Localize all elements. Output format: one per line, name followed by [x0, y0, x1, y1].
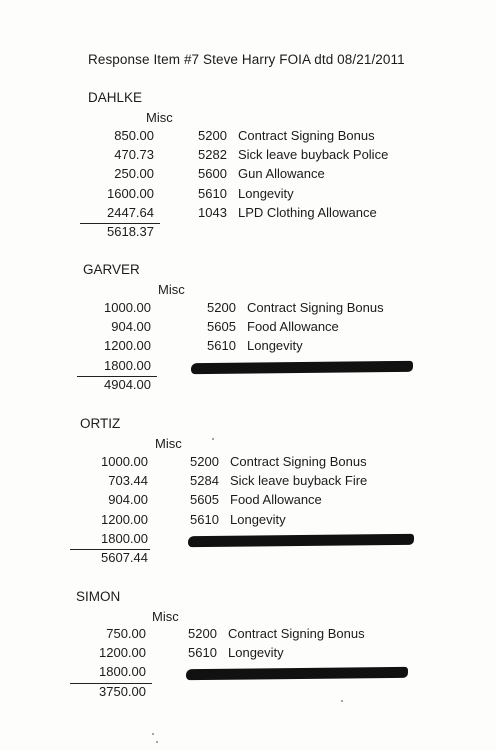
line-item-amount: 1800.00 [104, 357, 151, 373]
misc-column-header: Misc [152, 609, 179, 624]
line-item-row [88, 147, 468, 166]
line-item-row [88, 166, 468, 185]
line-item-description: Contract Signing Bonus [238, 128, 375, 143]
line-item-description: Longevity [230, 511, 286, 527]
line-item-description: LPD Clothing Allowance [238, 204, 377, 220]
line-item-row [88, 205, 468, 224]
line-item-description: Longevity [247, 338, 303, 354]
section-total: 5607.44 [101, 550, 148, 565]
redaction-mark [191, 360, 413, 373]
line-item-row [80, 512, 460, 531]
line-item-row [88, 186, 468, 205]
line-item-row [83, 319, 463, 338]
line-item-amount: 904.00 [108, 492, 148, 508]
misc-column-header: Misc [158, 282, 185, 297]
redaction-mark [186, 667, 408, 680]
section-total: 4904.00 [104, 376, 151, 392]
line-item-amount: 1800.00 [99, 664, 146, 680]
employee-name: GARVER [83, 262, 140, 277]
misc-column-header: Misc [146, 110, 173, 125]
line-item-row [80, 454, 460, 473]
line-item-code: 5605 [207, 319, 236, 335]
line-item-amount: 2447.64 [107, 204, 154, 220]
line-item-code: 5200 [198, 128, 227, 143]
line-item-description: Sick leave buyback Fire [230, 473, 368, 489]
line-item-code: 5610 [198, 185, 227, 201]
line-item-row [83, 358, 463, 377]
line-item-code: 5610 [188, 645, 217, 661]
line-item-description: Sick leave buyback Police [238, 147, 389, 163]
line-item-description: Food Allowance [230, 492, 322, 508]
line-item-amount: 470.73 [114, 147, 154, 163]
line-item-code: 5610 [207, 338, 236, 354]
redaction-mark [188, 534, 414, 547]
line-item-amount: 850.00 [114, 128, 154, 143]
line-item-amount: 1800.00 [101, 530, 148, 546]
line-item-row [76, 664, 456, 683]
line-item-amount: 1200.00 [104, 338, 151, 354]
scan-speck [152, 733, 154, 735]
line-item-row [80, 473, 460, 492]
line-item-description: Contract Signing Bonus [247, 300, 384, 315]
line-item-amount: 750.00 [106, 626, 146, 641]
line-item-code: 5282 [198, 147, 227, 163]
line-item-description: Gun Allowance [238, 166, 325, 182]
line-item-amount: 1600.00 [107, 185, 154, 201]
line-item-row [83, 338, 463, 357]
line-item-code: 5200 [188, 626, 217, 641]
line-item-amount: 1000.00 [104, 300, 151, 315]
line-item-amount: 703.44 [108, 473, 148, 489]
line-item-description: Food Allowance [247, 319, 339, 335]
section-total: 3750.00 [99, 683, 146, 699]
scan-speck [156, 741, 158, 743]
scan-speck [212, 438, 214, 440]
line-item-amount: 250.00 [114, 166, 154, 182]
line-item-row [76, 626, 456, 645]
section-total: 5618.37 [107, 224, 154, 239]
employee-name: DAHLKE [88, 90, 143, 105]
employee-name: ORTIZ [80, 416, 121, 431]
line-item-code: 5284 [190, 473, 219, 489]
line-item-code: 5600 [198, 166, 227, 182]
document-title: Response Item #7 Steve Harry FOIA dtd 08/21/2011 [88, 52, 405, 67]
line-item-row [80, 492, 460, 511]
line-item-amount: 1200.00 [101, 511, 148, 527]
line-item-amount: 904.00 [111, 319, 151, 335]
line-item-description: Longevity [238, 185, 294, 201]
line-item-code: 5610 [190, 511, 219, 527]
line-item-amount: 1000.00 [101, 454, 148, 469]
line-item-code: 5200 [190, 454, 219, 469]
line-item-amount: 1200.00 [99, 645, 146, 661]
line-item-description: Contract Signing Bonus [228, 626, 365, 641]
scan-speck [341, 700, 343, 702]
line-item-description: Longevity [228, 645, 284, 661]
line-item-row [80, 531, 460, 550]
line-item-description: Contract Signing Bonus [230, 454, 367, 469]
line-item-code: 5605 [190, 492, 219, 508]
line-item-row [83, 300, 463, 319]
misc-column-header: Misc [155, 436, 182, 451]
line-item-code: 5200 [207, 300, 236, 315]
employee-name: SIMON [76, 589, 121, 604]
line-item-row [76, 645, 456, 664]
line-item-row [88, 128, 468, 147]
line-item-code: 1043 [198, 204, 227, 220]
